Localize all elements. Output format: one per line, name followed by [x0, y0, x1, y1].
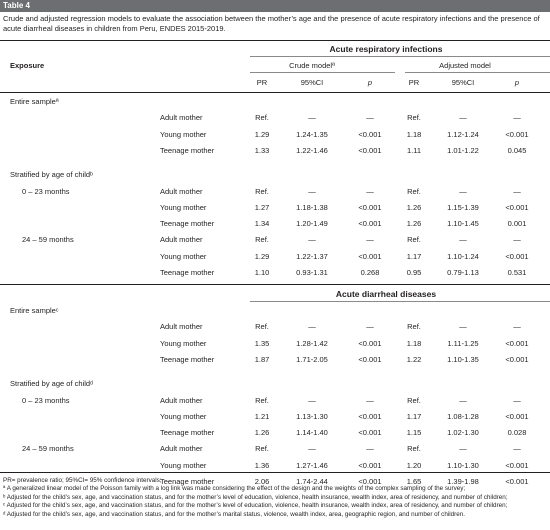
cell-pr-adjusted: 1.17	[406, 251, 422, 261]
table-bottom-rule	[0, 472, 550, 473]
row-exposure: Teenage mother	[160, 354, 215, 364]
cell-pr-adjusted: 1.18	[406, 129, 422, 139]
subsection-label: 24 – 59 months	[22, 235, 74, 245]
cell-pr-crude: Ref.	[255, 322, 269, 332]
section-label: Entire sampleª	[10, 97, 59, 106]
cell-ci-adjusted: 1.08-1.28	[447, 411, 479, 421]
cell-pr-crude: Ref.	[255, 235, 269, 245]
cell-ci-adjusted: —	[459, 444, 467, 454]
cell-pr-crude: 1.27	[254, 202, 270, 212]
cell-p-adjusted: 0.531	[507, 268, 527, 277]
cell-ci-adjusted: 1.10-1.24	[447, 251, 479, 261]
cell-p-crude: <0.001	[358, 428, 382, 438]
cell-ci-adjusted: —	[459, 322, 467, 332]
cell-pr-crude: 2.06	[254, 477, 270, 486]
cell-ci-adjusted: 1.15-1.39	[447, 202, 479, 212]
row-exposure: Adult mother	[160, 322, 203, 332]
cell-pr-crude: Ref.	[255, 186, 269, 196]
cell-p-adjusted: 0.045	[507, 145, 527, 155]
row-exposure: Adult mother	[160, 444, 203, 454]
row-exposure: Teenage mother	[160, 219, 215, 229]
cell-p-adjusted: 0.001	[507, 219, 527, 229]
row-exposure: Adult mother	[160, 395, 203, 405]
group-rule	[250, 301, 550, 302]
cell-p-adjusted: <0.001	[505, 251, 529, 261]
row-exposure: Teenage mother	[160, 145, 215, 155]
cell-ci-crude: 1.24-1.35	[296, 129, 328, 139]
cell-ci-adjusted: —	[459, 113, 467, 123]
row-exposure: Young mother	[160, 460, 207, 470]
table-top-rule	[0, 40, 550, 41]
cell-ci-crude: —	[308, 235, 316, 245]
footnote: PR= prevalence ratio; 95%CI= 95% confidence intervals;	[3, 477, 162, 484]
column-header-ci: 95%CI	[300, 78, 324, 87]
cell-p-adjusted: <0.001	[505, 411, 529, 421]
row-exposure: Young mother	[160, 338, 207, 348]
cell-pr-crude: 1.87	[254, 354, 270, 364]
cell-pr-adjusted: 1.15	[406, 428, 422, 438]
adjusted-model-header: Adjusted model	[439, 61, 491, 70]
row-exposure: Teenage mother	[160, 477, 215, 486]
cell-ci-crude: —	[308, 113, 316, 123]
cell-p-adjusted: —	[513, 186, 521, 196]
cell-pr-crude: 1.21	[254, 411, 270, 421]
row-exposure: Teenage mother	[160, 428, 215, 438]
model-rule	[405, 72, 550, 73]
cell-p-adjusted: —	[513, 113, 521, 123]
group-separator-rule	[0, 284, 550, 285]
cell-ci-adjusted: 1.01-1.22	[447, 145, 479, 155]
cell-p-adjusted: <0.001	[505, 460, 529, 470]
cell-p-adjusted: —	[513, 235, 521, 245]
cell-p-adjusted: <0.001	[505, 477, 529, 486]
cell-p-crude: <0.001	[358, 477, 382, 486]
cell-ci-crude: 1.13-1.30	[296, 411, 328, 421]
cell-ci-adjusted: 1.10-1.35	[447, 354, 479, 364]
cell-ci-adjusted: —	[459, 395, 467, 405]
column-header-ci: 95%CI	[451, 78, 475, 87]
cell-pr-crude: Ref.	[255, 113, 269, 123]
cell-ci-crude: 1.18-1.38	[296, 202, 328, 212]
row-exposure: Young mother	[160, 202, 207, 212]
cell-pr-adjusted: 1.20	[406, 460, 422, 470]
cell-ci-adjusted: 0.79-1.13	[447, 268, 479, 277]
cell-p-crude: <0.001	[358, 202, 382, 212]
cell-p-crude: <0.001	[358, 251, 382, 261]
cell-p-adjusted: <0.001	[505, 202, 529, 212]
cell-p-crude: —	[366, 113, 374, 123]
cell-ci-adjusted: —	[459, 186, 467, 196]
header-bottom-rule	[0, 92, 550, 93]
row-exposure: Adult mother	[160, 186, 203, 196]
cell-ci-crude: 0.93-1.31	[296, 268, 328, 277]
column-header-p: p	[514, 78, 520, 87]
exposure-header: Exposure	[10, 61, 45, 70]
cell-p-crude: —	[366, 444, 374, 454]
cell-ci-adjusted: 1.39-1.98	[447, 477, 479, 486]
row-exposure: Young mother	[160, 251, 207, 261]
cell-ci-adjusted: 1.11-1.25	[447, 338, 479, 348]
cell-ci-crude: 1.74-2.44	[296, 477, 328, 486]
cell-p-crude: <0.001	[358, 460, 382, 470]
cell-p-adjusted: <0.001	[505, 129, 529, 139]
cell-p-adjusted: <0.001	[505, 338, 529, 348]
cell-p-adjusted: <0.001	[505, 354, 529, 364]
cell-p-crude: —	[366, 235, 374, 245]
section-label: Entire sampleᶜ	[10, 306, 59, 315]
row-exposure: Young mother	[160, 411, 207, 421]
cell-p-crude: <0.001	[358, 129, 382, 139]
cell-ci-crude: —	[308, 322, 316, 332]
cell-pr-crude: 1.29	[254, 129, 270, 139]
cell-pr-adjusted: 0.95	[406, 268, 422, 277]
cell-p-crude: <0.001	[358, 354, 382, 364]
group-title: Acute respiratory infections	[329, 44, 443, 54]
row-exposure: Young mother	[160, 129, 207, 139]
table-caption: Crude and adjusted regression models to evaluate the association between the mother’s age and the presence of acute respiratory infections and the presence of acute diarrheal diseases in children from Peru, ENDES 2015-2019.	[3, 14, 540, 33]
cell-pr-adjusted: 1.18	[406, 338, 422, 348]
table-label: Table 4	[0, 0, 550, 12]
cell-ci-crude: —	[308, 186, 316, 196]
cell-pr-adjusted: Ref.	[407, 186, 421, 196]
cell-p-crude: —	[366, 395, 374, 405]
cell-pr-adjusted: Ref.	[407, 235, 421, 245]
cell-p-crude: 0.268	[360, 268, 380, 277]
group-title: Acute diarrheal diseases	[335, 289, 437, 299]
footnote: ª A generalized linear model of the Poisson family with a log link was made considering the effect of the design and the weights of the complex sampling of the survey;	[3, 485, 466, 493]
cell-pr-crude: 1.33	[254, 145, 270, 155]
model-rule	[250, 72, 395, 73]
cell-pr-crude: 1.29	[254, 251, 270, 261]
cell-ci-adjusted: 1.12-1.24	[447, 129, 479, 139]
cell-ci-crude: 1.22-1.37	[296, 251, 328, 261]
section-label: Stratified by age of childᵈ	[10, 379, 93, 389]
section-label: Stratified by age of childᵇ	[10, 170, 93, 180]
cell-p-crude: <0.001	[358, 338, 382, 348]
cell-p-adjusted: —	[513, 444, 521, 454]
group-rule	[250, 56, 550, 57]
cell-pr-adjusted: Ref.	[407, 444, 421, 454]
cell-p-adjusted: —	[513, 395, 521, 405]
cell-p-crude: <0.001	[358, 145, 382, 155]
cell-pr-adjusted: 1.26	[406, 202, 422, 212]
cell-p-crude: <0.001	[358, 219, 382, 229]
cell-pr-adjusted: Ref.	[407, 113, 421, 123]
cell-pr-adjusted: 1.17	[406, 411, 422, 421]
cell-pr-adjusted: 1.26	[406, 219, 422, 229]
cell-pr-crude: 1.35	[254, 338, 270, 348]
cell-pr-adjusted: 1.65	[406, 477, 422, 486]
footnote: ᵇ Adjusted for the child’s sex, age, and vaccination status, and for the mother’s level of education, violence, health insurance, wealth index, area of residency, and number of children;	[3, 493, 508, 501]
cell-ci-crude: 1.20-1.49	[296, 219, 328, 229]
cell-pr-crude: 1.26	[254, 428, 270, 438]
cell-pr-crude: 1.36	[254, 460, 270, 470]
cell-ci-adjusted: 1.02-1.30	[447, 428, 479, 438]
cell-ci-adjusted: 1.10-1.30	[447, 460, 479, 470]
cell-pr-adjusted: Ref.	[407, 322, 421, 332]
subsection-label: 0 – 23 months	[22, 186, 70, 196]
row-exposure: Adult mother	[160, 113, 203, 123]
cell-ci-adjusted: 1.10-1.45	[447, 219, 479, 229]
cell-ci-adjusted: —	[459, 235, 467, 245]
column-header-pr: PR	[408, 78, 420, 87]
cell-pr-adjusted: 1.22	[406, 354, 422, 364]
cell-ci-crude: 1.27-1.46	[296, 460, 328, 470]
cell-ci-crude: 1.71-2.05	[296, 354, 328, 364]
cell-pr-adjusted: 1.11	[406, 145, 422, 155]
subsection-label: 0 – 23 months	[22, 395, 70, 405]
cell-ci-crude: —	[308, 444, 316, 454]
column-header-pr: PR	[256, 78, 268, 87]
subsection-label: 24 – 59 months	[22, 444, 74, 454]
cell-pr-crude: Ref.	[255, 444, 269, 454]
row-exposure: Adult mother	[160, 235, 203, 245]
crude-model-header: Crude modelª	[289, 61, 335, 70]
cell-ci-crude: 1.28-1.42	[296, 338, 328, 348]
footnote: ᶜ Adjusted for the child’s sex, age, and vaccination status, and for the mother’s level of education, violence, health insurance, wealth index, area of residency, and number of children;	[3, 502, 508, 510]
cell-pr-crude: Ref.	[255, 395, 269, 405]
cell-pr-adjusted: Ref.	[407, 395, 421, 405]
cell-p-crude: —	[366, 186, 374, 196]
cell-p-crude: <0.001	[358, 411, 382, 421]
column-header-p: p	[367, 78, 373, 87]
cell-pr-crude: 1.34	[254, 219, 270, 229]
cell-p-adjusted: —	[513, 322, 521, 332]
table-footnotes	[3, 477, 549, 519]
cell-ci-crude: 1.22-1.46	[296, 145, 328, 155]
row-exposure: Teenage mother	[160, 268, 215, 277]
footnote: ᵈ Adjusted for the child’s sex, age, and vaccination status, and for the mother’s marital status, violence, wealth index, area, geographic region, and number of children.	[3, 510, 465, 518]
cell-pr-crude: 1.10	[254, 268, 270, 277]
cell-ci-crude: 1.14-1.40	[296, 428, 328, 438]
cell-p-crude: —	[366, 322, 374, 332]
cell-ci-crude: —	[308, 395, 316, 405]
cell-p-adjusted: 0.028	[507, 428, 527, 438]
